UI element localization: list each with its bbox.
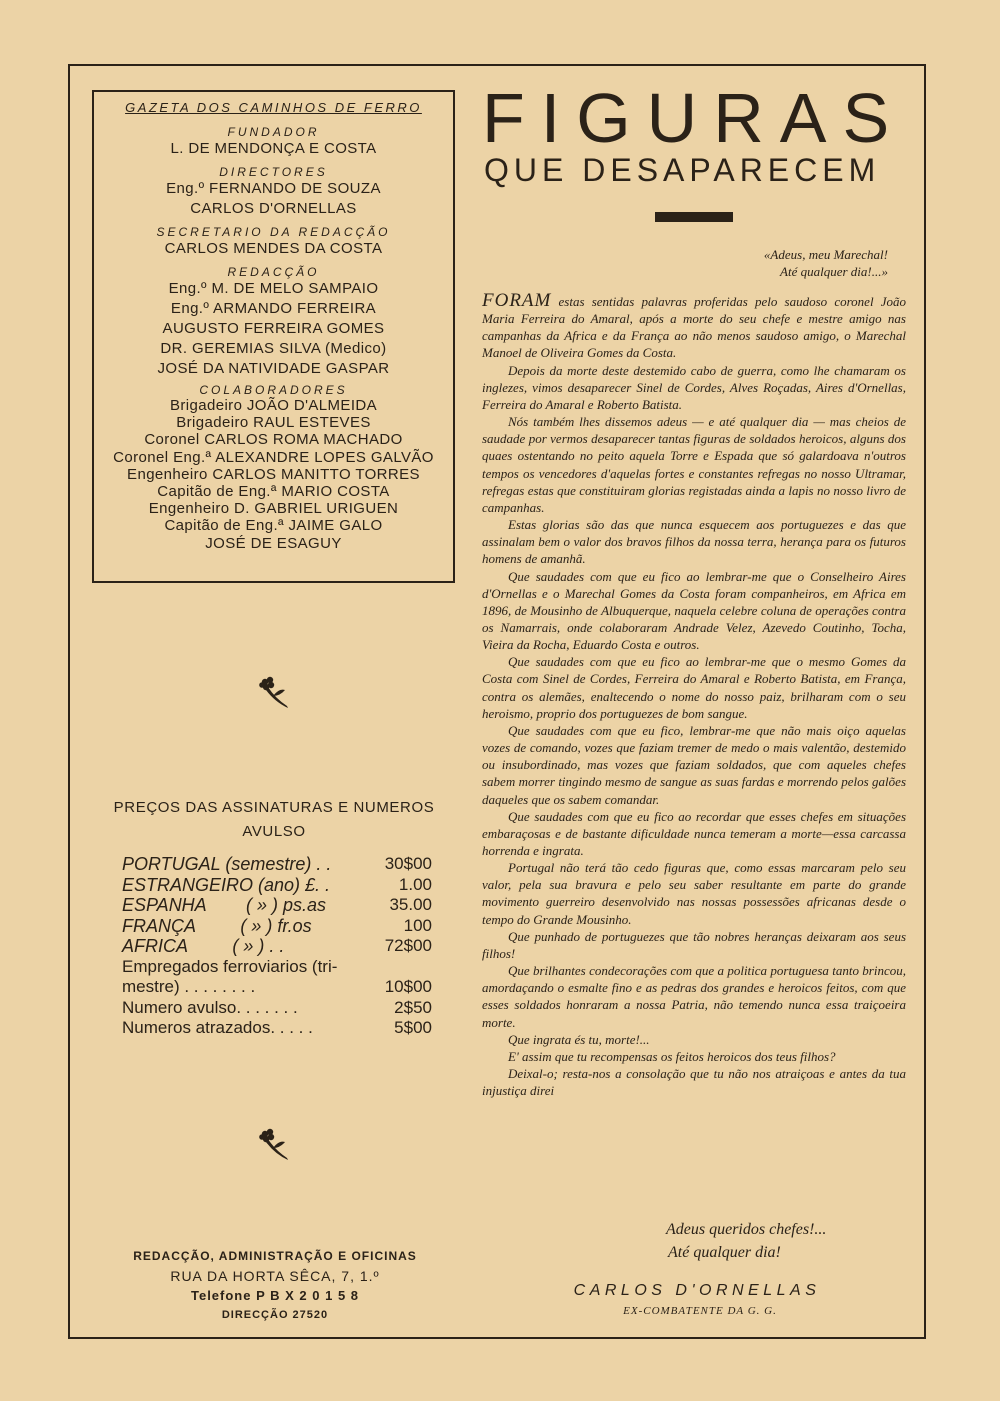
price-label: FRANÇA ( » ) fr.os	[122, 915, 312, 936]
price-value: 10$00	[384, 977, 432, 996]
price-value: 2$50	[394, 997, 432, 1017]
article-author: CARLOS D'ORNELLAS	[573, 1282, 821, 1299]
redaccao-name: Eng.º M. DE MELO SAMPAIO	[168, 280, 379, 297]
colaborador-name: Brigadeiro JOÃO D'ALMEIDA	[169, 397, 378, 414]
publisher-address: RUA DA HORTA SÊCA, 7, 1.º	[170, 1268, 380, 1284]
epigraph	[620, 246, 888, 280]
secretario-label: SECRETARIO DA REDACÇÃO	[156, 225, 391, 239]
colaborador-name: JOSÉ DE ESAGUY	[205, 534, 342, 552]
article-signoff	[666, 1218, 886, 1264]
publisher-line: REDACÇÃO, ADMINISTRAÇÃO E OFICINAS	[133, 1249, 417, 1263]
colaborador-name: Coronel CARLOS ROMA MACHADO	[144, 431, 403, 449]
article-paragraph: Que saudades com que eu fico, lembrar-me que não mais oiço aquelas vozes de comando, vozes que faziam tremer de medo o mais valentão, destemido ou insubordinado, mas vozes que faziam soldados, que com aqueles chefes sabem morrer tingindo mesmo de sangue as suas fardas e morrendo pelos galões daqueles que os sabem comandar.	[482, 722, 906, 807]
article-paragraph: Que saudades com que eu fico ao recordar que esses chefes em situações embaraçosas e de bastante dificuldade nunca temeram a morte—essa carcassa horrenda e ingrata.	[482, 808, 906, 858]
redaccao-label: REDACÇÃO	[227, 265, 320, 279]
colaborador-name: Engenheiro D. GABRIEL URIGUEN	[148, 500, 399, 518]
colaborador-name: Engenheiro CARLOS MANITTO TORRES	[127, 465, 420, 483]
colaborador-name: Capitão de Eng.ª MARIO COSTA	[157, 483, 390, 501]
publisher-footer	[100, 1246, 450, 1324]
article-paragraph: Que ingrata és tu, morte!...	[508, 1031, 650, 1047]
price-row	[122, 1018, 432, 1039]
price-value: 5$00	[394, 1018, 432, 1037]
article-paragraph: Depois da morte deste destemido cabo de guerra, como lhe chamaram os inglezes, vimos desaparecer Sinel de Cordes, Alves Roçadas, Aires d'Ornellas, Ferreira do Amaral e Roberto Batista.	[482, 362, 906, 412]
article-paragraph: Que saudades com que eu fico ao lembrar-me que o Conselheiro Aires d'Ornellas e o Marechal Gomes da Costa foram companheiros, em Africa em 1896, de Mousinho de Albuquerque, naquela celebre coluna de operações contra os Namarrais, onde colaboraram Andrade Velez, Azevedo Coutinho, Tocha, Vieira da Rocha, Eduardo Costa e outros.	[482, 568, 906, 653]
price-label: mestre) . . . . . . . .	[122, 977, 256, 996]
article-paragraph: FORAM estas sentidas palavras proferidas pelo saudoso coronel João Maria Ferreira do Amaral, após a morte do seu chefe e mestre amigo nas campanhas da Africa e da França ao não menos saudoso amigo, o Marechal Manoel de Oliveira Gomes da Costa.	[482, 290, 906, 361]
publisher-phone: Telefone P B X 2 0 1 5 8	[190, 1288, 360, 1303]
price-label: ESTRANGEIRO (ano) £. .	[122, 874, 331, 895]
directores-label: DIRECTORES	[219, 165, 328, 179]
redaccao-name: JOSÉ DA NATIVIDADE GASPAR	[157, 360, 390, 377]
price-label: Empregados ferroviarios (tri-	[122, 956, 338, 976]
price-label: AFRICA ( » ) . .	[122, 936, 285, 956]
publisher-direccao: DIRECÇÃO 27520	[221, 1309, 329, 1321]
article-dropcap: FORAM	[482, 290, 552, 311]
director-name: Eng.º FERNANDO DE SOUZA	[166, 180, 381, 197]
flower-ornament-icon	[253, 1124, 293, 1164]
article-body	[482, 292, 906, 1099]
price-row	[122, 957, 432, 978]
price-row	[122, 977, 432, 998]
prices-title-1: PREÇOS DAS ASSINATURAS E NUMEROS	[113, 799, 435, 816]
director-name: CARLOS D'ORNELLAS	[190, 200, 357, 217]
epigraph-line: Até qualquer dia!...»	[780, 264, 888, 279]
price-value: 100	[403, 915, 432, 935]
title-divider	[655, 212, 733, 222]
article-paragraph: Nós também lhes dissemos adeus — e até qualquer dia — mas cheios de saudade por vermos desaparecer tantas figuras de soldados heroicos, alguns dos quaes ostentando no peito aquela Torre e Espada que só galardoava n'outros tempos os vencedores d'aquelas fortes e constantes refregas no nosso Ultramar, refregas estas que constituiram glorias registadas ainda a lapis no nosso livro de campanhas.	[482, 414, 906, 515]
article-paragraph: E' assim que tu recompensas os feitos heroicos dos teus filhos?	[508, 1048, 836, 1064]
article-title: FIGURAS	[482, 79, 906, 157]
signoff-line: Adeus queridos chefes!...	[666, 1221, 827, 1238]
article-paragraph: Que saudades com que eu fico ao lembrar-me que o mesmo Gomes da Costa com Sinel de Cordes, Ferreira do Amaral e Roberto Batista, em França, contra os alemães, enaltecendo o nome do nosso paiz, brilharam com o seu heroismo, proprio dos portuguezes de bom sangue.	[482, 654, 906, 721]
flower-ornament-icon	[253, 672, 293, 712]
price-value: 1.00	[398, 874, 432, 894]
masthead-box	[92, 90, 455, 583]
price-value: 35.00	[389, 895, 432, 914]
price-label: Numero avulso. . . . . . .	[122, 997, 298, 1017]
article-paragraph: Estas glorias são das que nunca esquecem aos portuguezes e das que assinalam bem o valor dos bravos filhos da nossa terra, herança para os futuros homens de amanhã.	[482, 517, 906, 567]
price-label: ESPANHA ( » ) ps.as	[122, 895, 327, 915]
article-paragraph: Que punhado de portuguezes que tão nobres heranças deixaram aos seus filhos!	[482, 928, 906, 961]
article-subtitle: QUE DESAPARECEM	[484, 152, 881, 188]
epigraph-line: «Adeus, meu Marechal!	[763, 247, 888, 262]
masthead-gazeta: GAZETA DOS CAMINHOS DE FERRO	[125, 100, 422, 115]
price-row	[122, 936, 432, 957]
redaccao-name: DR. GEREMIAS SILVA (Medico)	[160, 340, 387, 357]
prices-section	[104, 796, 444, 1037]
colaborador-name: Coronel Eng.ª ALEXANDRE LOPES GALVÃO	[113, 448, 434, 466]
fundador-name: L. DE MENDONÇA E COSTA	[170, 140, 377, 157]
signoff-line: Até qualquer dia!	[668, 1244, 781, 1261]
colaborador-name: Capitão de Eng.ª JAIME GALO	[164, 517, 383, 535]
price-value: 30$00	[384, 854, 432, 873]
price-row	[122, 854, 432, 875]
price-row	[122, 998, 432, 1019]
price-table	[122, 854, 432, 1039]
fundador-label: FUNDADOR	[227, 125, 320, 139]
price-row	[122, 875, 432, 896]
colaborador-name: Brigadeiro RAUL ESTEVES	[176, 414, 371, 432]
redaccao-name: Eng.º ARMANDO FERREIRA	[170, 300, 377, 317]
article-author-role: EX-COMBATENTE DA G. G.	[623, 1305, 777, 1317]
colaboradores-label: COLABORADORES	[199, 383, 348, 397]
article-paragraph: Deixal-o; resta-nos a consolação que tu não nos atraiçoas e antes da tua injustiça direi	[482, 1066, 906, 1099]
article-paragraph: Que brilhantes condecorações com que a politica portuguesa tanto brincou, amordaçando o esmalte fino e as pedras dos grandes e heroicos feitos, com que esses soldados honraram a nossa Patria, não temendo nunca essa traiçoeira morte.	[482, 963, 906, 1030]
prices-title-2: AVULSO	[242, 823, 306, 840]
redaccao-name: AUGUSTO FERREIRA GOMES	[162, 320, 385, 337]
price-label: Numeros atrazados. . . . .	[122, 1018, 313, 1037]
price-value: 72$00	[384, 936, 432, 955]
price-row	[122, 895, 432, 916]
price-row	[122, 916, 432, 937]
secretario-name: CARLOS MENDES DA COSTA	[164, 240, 383, 257]
price-label: PORTUGAL (semestre) . .	[122, 854, 332, 874]
article-paragraph: Portugal não terá tão cedo figuras que, como essas marcaram pelo seu valor, pela sua bravura e pelo seu saber resultante em parte do grande movimento guerreiro desenvolvido nas nossas possessões africanas desde o tempo do Grande Mousinho.	[482, 860, 906, 927]
